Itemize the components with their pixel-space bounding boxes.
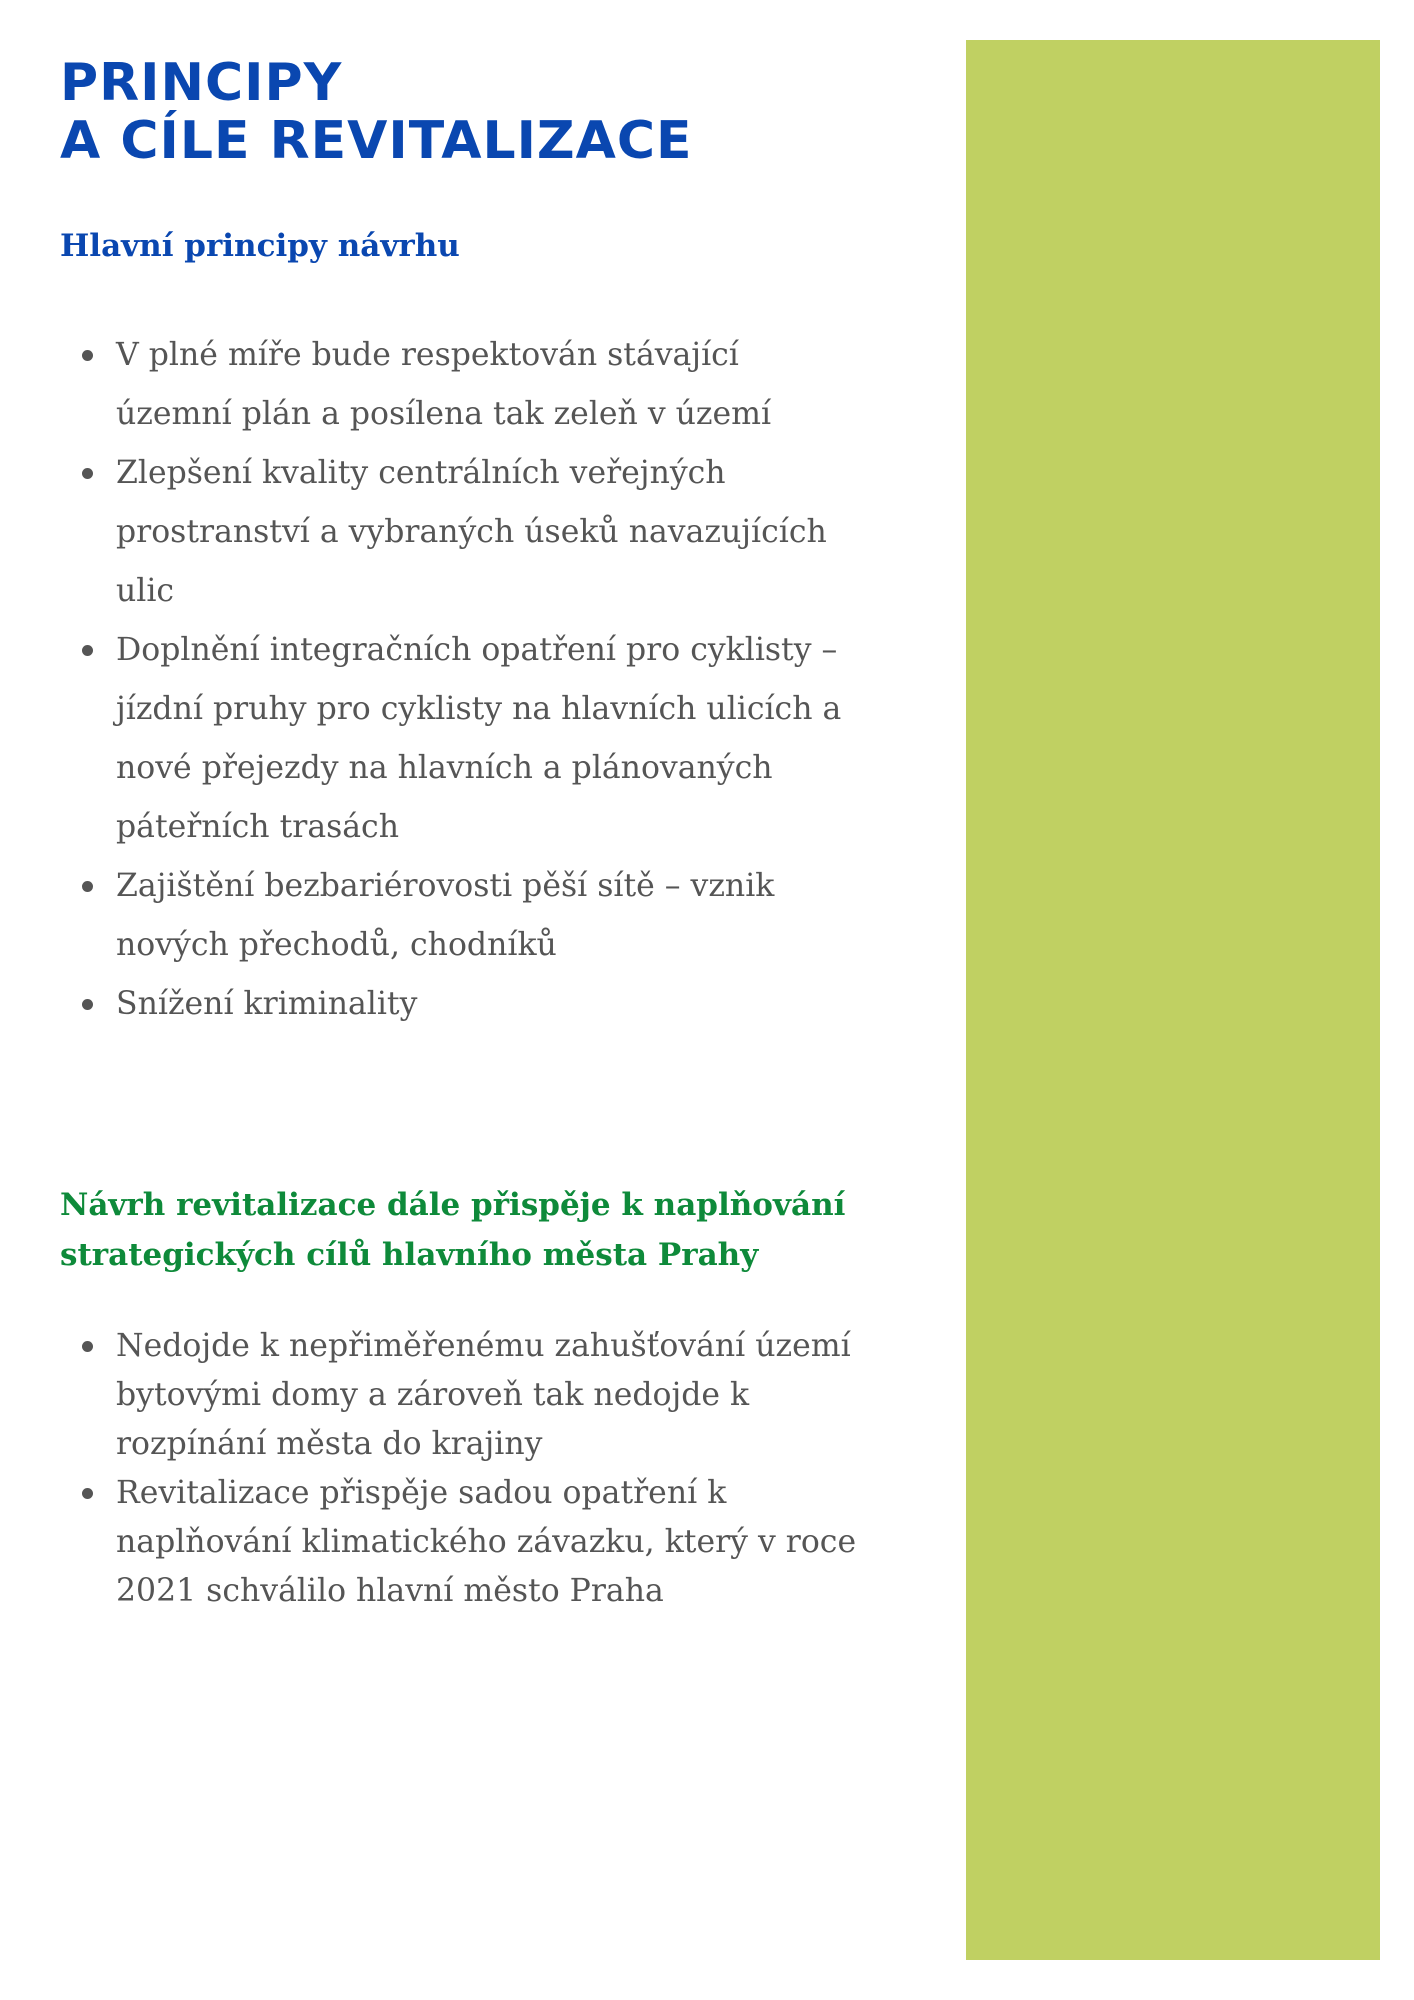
list-item-line: páteřních trasách: [116, 809, 399, 845]
list-item: [0, 621, 960, 857]
goals-heading-line-1: Návrh revitalizace dále přispěje k naplňování: [60, 1187, 846, 1223]
list-item: [0, 1322, 960, 1469]
bullet-icon: [82, 999, 93, 1010]
bullet-icon: [82, 1341, 93, 1352]
bullet-icon: [82, 1488, 93, 1499]
list-item-line: ulic: [116, 573, 175, 609]
page-title: [60, 54, 693, 170]
list-item-line: rozpínání města do krajiny: [116, 1426, 543, 1462]
goals-heading: [60, 1180, 845, 1280]
list-item-line: Zlepšení kvality centrálních veřejných: [116, 455, 726, 491]
list-item-line: Zajištění bezbariérovosti pěší sítě – vznik: [116, 868, 775, 904]
list-item-line: Revitalizace přispěje sadou opatření k: [116, 1475, 727, 1511]
bullet-icon: [82, 645, 93, 656]
decorative-green-panel: [966, 40, 1380, 1960]
list-item-line: územní plán a posílena tak zeleň v území: [116, 396, 772, 432]
page-title-line-1: PRINCIPY: [60, 53, 343, 113]
goals-list: [0, 1322, 960, 1616]
list-item: [0, 1469, 960, 1616]
list-item-line: V plné míře bude respektován stávající: [116, 337, 739, 373]
list-item-line: jízdní pruhy pro cyklisty na hlavních ulicích a: [116, 691, 842, 727]
bullet-icon: [82, 350, 93, 361]
principles-list: [0, 326, 960, 1034]
page-title-line-2: A CÍLE REVITALIZACE: [60, 111, 693, 171]
list-item: [0, 444, 960, 621]
bullet-icon: [82, 468, 93, 479]
bullet-icon: [82, 881, 93, 892]
list-item-line: Doplnění integračních opatření pro cyklisty –: [116, 632, 838, 668]
list-item: [0, 975, 960, 1034]
list-item-line: Nedojde k nepřiměřenému zahušťování území: [116, 1328, 851, 1364]
list-item-line: bytovými domy a zároveň tak nedojde k: [116, 1377, 750, 1413]
principles-heading: Hlavní principy návrhu: [60, 228, 460, 264]
list-item-line: nových přechodů, chodníků: [116, 927, 557, 963]
goals-heading-line-2: strategických cílů hlavního města Prahy: [60, 1237, 759, 1273]
list-item: [0, 326, 960, 444]
list-item-line: nové přejezdy na hlavních a plánovaných: [116, 750, 773, 786]
list-item-line: prostranství a vybraných úseků navazujících: [116, 514, 827, 550]
list-item-line: naplňování klimatického závazku, který v roce: [116, 1524, 857, 1560]
list-item-line: 2021 schválilo hlavní město Praha: [116, 1573, 664, 1609]
list-item-line: Snížení kriminality: [116, 986, 418, 1022]
list-item: [0, 857, 960, 975]
